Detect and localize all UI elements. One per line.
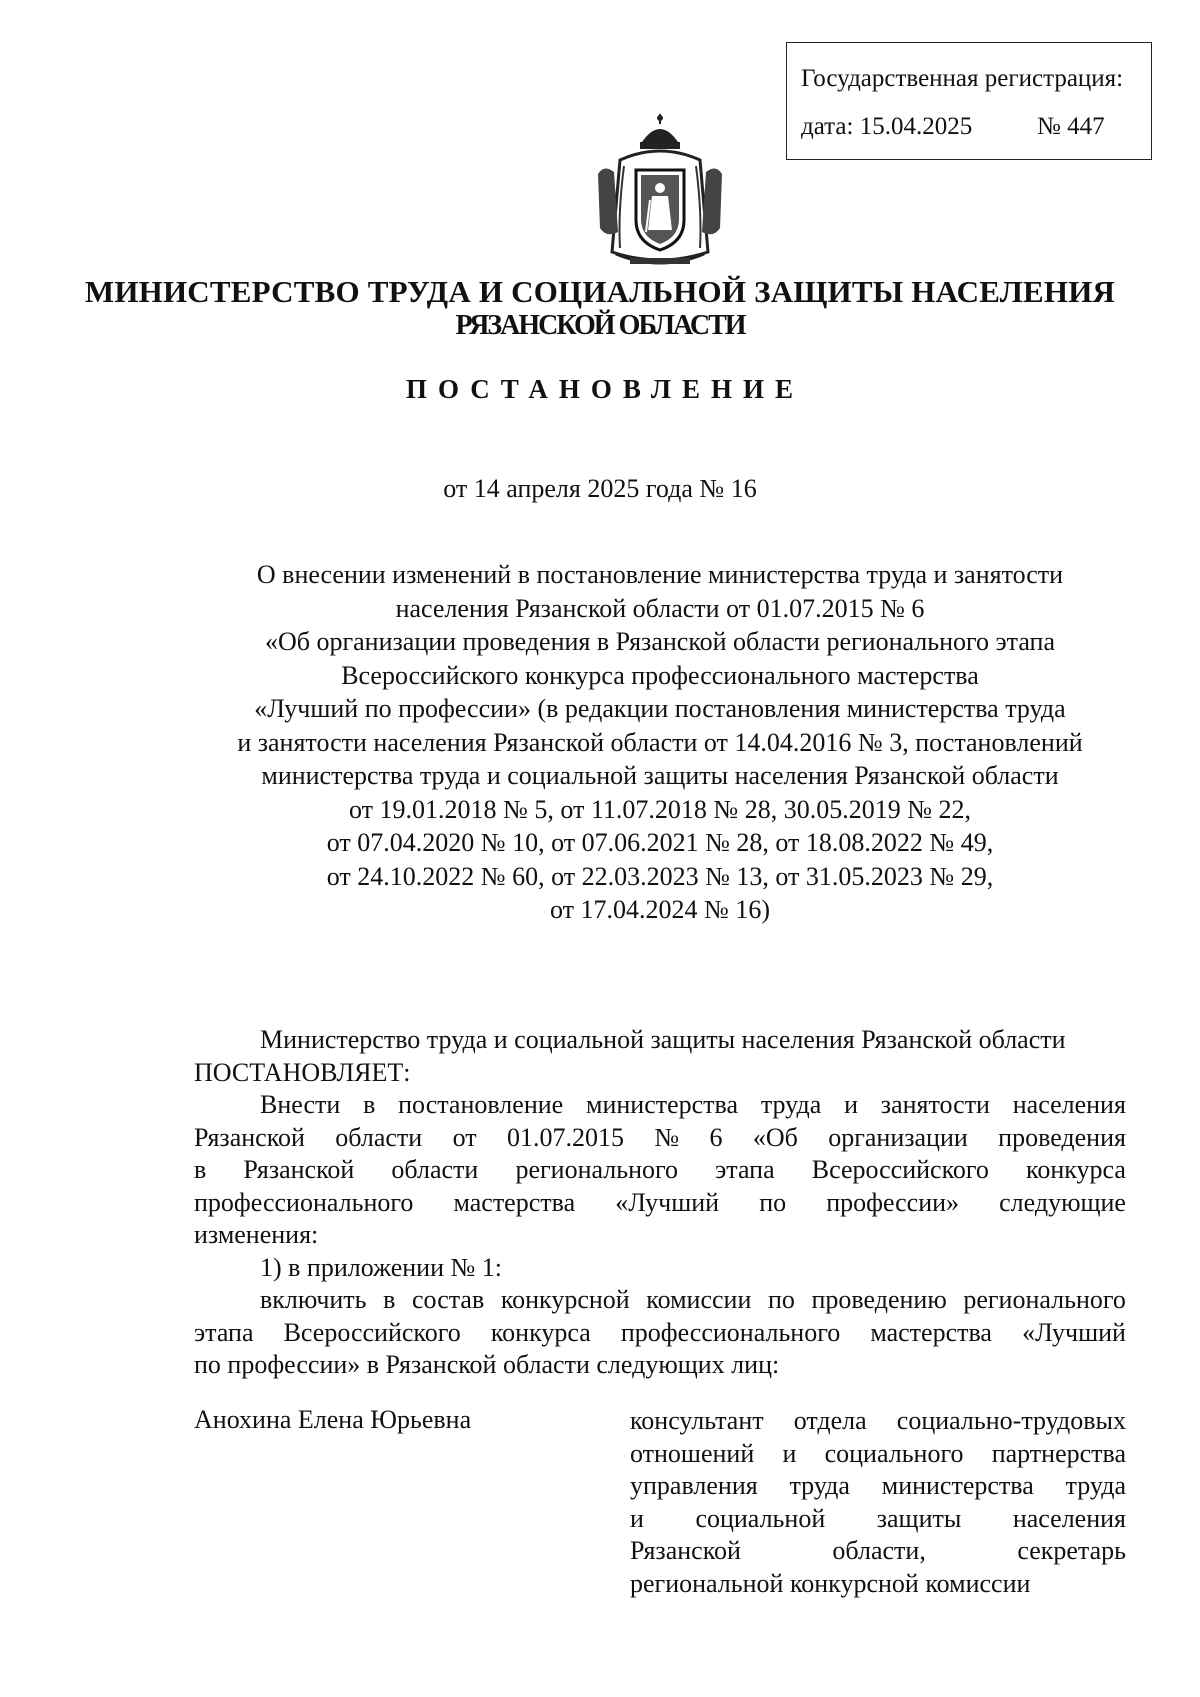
word: регионального <box>515 1155 679 1184</box>
member-name: Анохина Елена Юрьевна <box>194 1405 472 1434</box>
word: консультант <box>630 1406 764 1435</box>
item-1: 1) в приложении № 1: <box>260 1252 503 1282</box>
word: «Об <box>752 1122 798 1152</box>
coat-of-arms-icon <box>590 112 730 272</box>
word: министерства <box>881 1471 1034 1500</box>
include-line <box>194 1284 1126 1317</box>
word: «Лучший <box>615 1187 720 1217</box>
title-line: «Лучший по профессии» (в редакции постановления министерства труда <box>254 694 1066 723</box>
word: следующие <box>999 1187 1126 1217</box>
title-line: О внесении изменений в постановление министерства труда и занятости <box>256 560 1064 589</box>
word: в <box>383 1285 396 1314</box>
word: области, <box>832 1536 926 1565</box>
word: секретарь <box>1017 1536 1126 1565</box>
word: защиты <box>876 1503 962 1533</box>
title-line: от 17.04.2024 № 16) <box>550 895 770 924</box>
amend-line <box>194 1187 1126 1220</box>
word: проведению <box>811 1285 947 1314</box>
word: Рязанской <box>243 1155 355 1184</box>
word: постановление <box>398 1090 564 1119</box>
word: труда <box>1065 1471 1126 1500</box>
word: партнерства <box>991 1438 1126 1468</box>
role-line <box>630 1438 1126 1471</box>
word: мастерства <box>453 1187 576 1217</box>
word: конкурсной <box>500 1285 630 1314</box>
word: в <box>194 1155 207 1184</box>
word: управления <box>630 1471 758 1500</box>
word: по <box>759 1187 787 1217</box>
title-line: населения Рязанской области от 01.07.2015 № 6 <box>395 593 925 623</box>
word: труда <box>760 1090 822 1119</box>
word: этапа <box>715 1155 775 1184</box>
document-type: ПОСТАНОВЛЕНИЕ <box>405 374 805 404</box>
role-line <box>630 1405 1126 1438</box>
word: социального <box>824 1438 964 1468</box>
role-line: региональной конкурсной комиссии <box>630 1568 1031 1598</box>
word: социальной <box>695 1503 826 1533</box>
word: по <box>767 1285 795 1314</box>
include-line <box>194 1317 1126 1350</box>
word: проведения <box>998 1122 1126 1152</box>
body-section <box>194 1024 1126 1382</box>
word: Всероссийского <box>283 1317 461 1347</box>
word: 01.07.2015 <box>506 1122 624 1152</box>
intro-line: Министерство труда и социальной защиты населения Рязанской области <box>260 1025 1066 1054</box>
word: в <box>363 1090 376 1119</box>
member-role <box>630 1405 1126 1600</box>
word: профессии» <box>826 1187 960 1217</box>
word: Внести <box>260 1090 341 1119</box>
word: социально-трудовых <box>896 1406 1126 1435</box>
word: области <box>391 1155 479 1184</box>
document-title <box>190 558 1130 927</box>
word: населения <box>1012 1503 1126 1533</box>
registration-number: № 447 <box>1037 113 1105 140</box>
amend-line <box>194 1122 1126 1155</box>
word: мастерства <box>870 1317 992 1347</box>
role-line <box>630 1470 1126 1503</box>
word: Рязанской <box>194 1122 305 1152</box>
registration-date: дата: 15.04.2025 <box>801 113 973 140</box>
title-line: от 19.01.2018 № 5, от 11.07.2018 № 28, 30.05.2019 № 22, <box>349 794 971 824</box>
word: профессионального <box>620 1317 841 1347</box>
word: отдела <box>793 1406 867 1435</box>
word: регионального <box>963 1285 1126 1314</box>
word: этапа <box>194 1317 254 1347</box>
registration-stamp <box>786 42 1152 160</box>
word: состав <box>412 1285 485 1314</box>
word: профессионального <box>194 1187 414 1217</box>
role-line <box>630 1535 1126 1568</box>
resolves-line: ПОСТАНОВЛЯЕТ: <box>194 1057 411 1087</box>
registration-label: Государственная регистрация: <box>801 65 1124 92</box>
word: отношений <box>630 1438 755 1468</box>
word: труда <box>789 1471 850 1500</box>
word: 6 <box>709 1122 723 1152</box>
word: Всероссийского <box>811 1155 989 1184</box>
amend-line <box>194 1089 1126 1122</box>
word: от <box>452 1122 477 1152</box>
word: занятости <box>880 1090 990 1119</box>
word: области <box>335 1122 423 1152</box>
amend-line: изменения: <box>194 1220 319 1249</box>
title-line: от 24.10.2022 № 60, от 22.03.2023 № 13, от 31.05.2023 № 29, <box>326 861 994 891</box>
ministry-name-line1: МИНИСТЕРСТВО ТРУДА И СОЦИАЛЬНОЙ ЗАЩИТЫ НАСЕЛЕНИЯ <box>84 274 1116 309</box>
word: Рязанской <box>630 1536 741 1565</box>
word: и <box>630 1503 644 1533</box>
word: комиссии <box>646 1285 752 1314</box>
word: и <box>844 1090 858 1119</box>
word: министерства <box>586 1090 739 1119</box>
word: «Лучший <box>1022 1317 1126 1347</box>
ministry-name-line2: РЯЗАНСКОЙ ОБЛАСТИ <box>455 309 745 342</box>
amend-line <box>194 1154 1126 1187</box>
word: организации <box>828 1122 968 1152</box>
title-line: от 07.04.2020 № 10, от 07.06.2021 № 28, от 18.08.2022 № 49, <box>326 828 994 857</box>
role-line <box>630 1503 1126 1536</box>
title-line: и занятости населения Рязанской области от 14.04.2016 № 3, постановлений <box>237 727 1083 757</box>
title-line: Всероссийского конкурса профессионального мастерства <box>341 660 979 690</box>
word: включить <box>260 1285 367 1314</box>
title-line: «Об организации проведения в Рязанской области регионального этапа <box>264 627 1056 656</box>
document-date: от 14 апреля 2025 года № 16 <box>443 474 757 503</box>
word: конкурса <box>1026 1155 1126 1184</box>
word: № <box>654 1122 680 1152</box>
word: и <box>782 1438 797 1468</box>
title-line: министерства труда и социальной защиты населения Рязанской области <box>261 761 1059 790</box>
word: населения <box>1012 1090 1126 1119</box>
word: конкурса <box>490 1317 591 1347</box>
include-line: по профессии» в Рязанской области следующих лиц: <box>194 1350 780 1379</box>
